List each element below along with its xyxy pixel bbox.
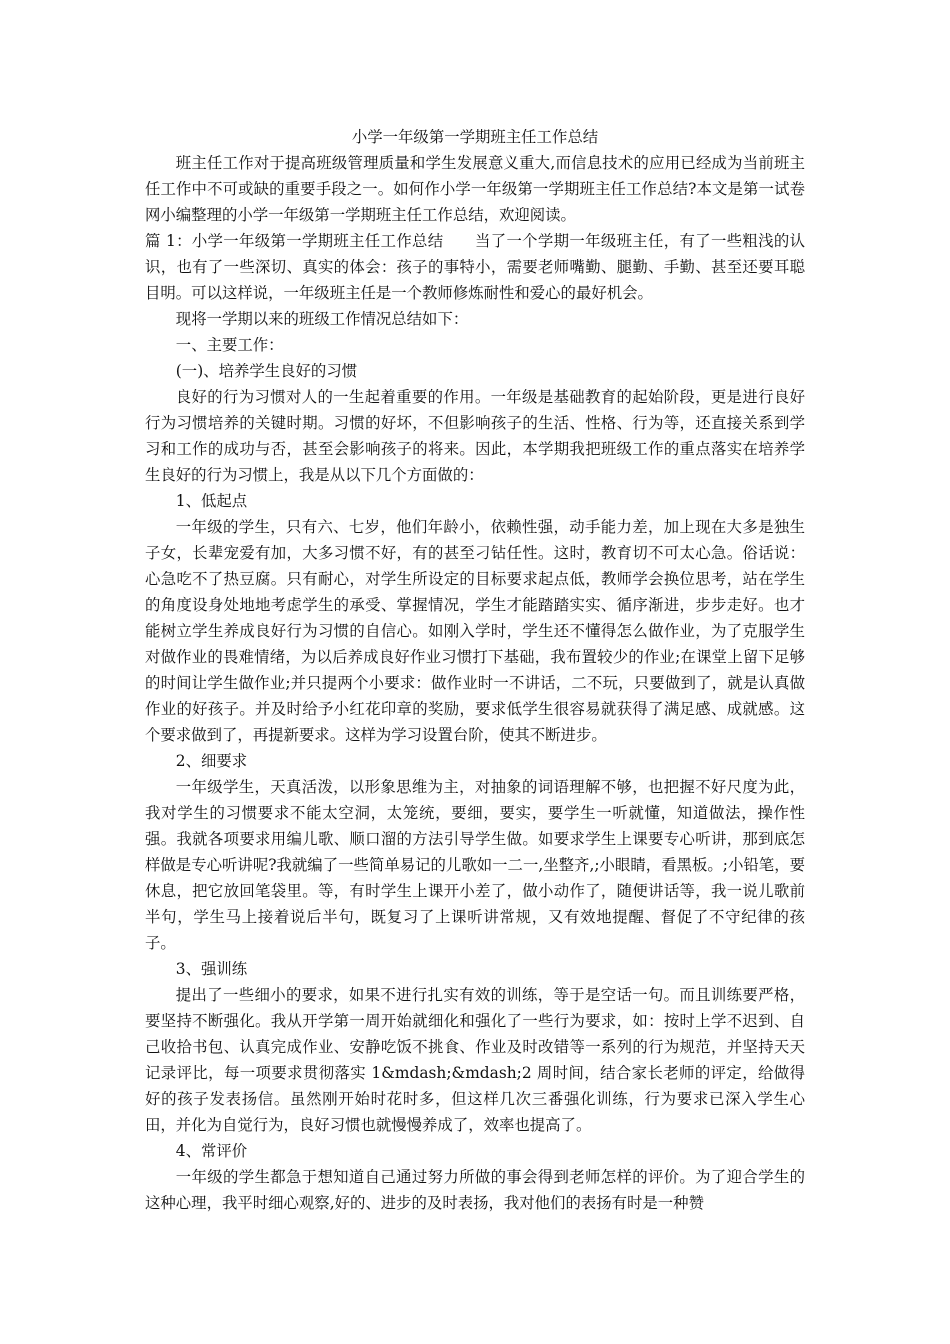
- paragraph: 一年级的学生，只有六、七岁，他们年龄小，依赖性强，动手能力差，加上现在大多是独生子女，长辈宠爱有加，大多习惯不好，有的甚至刁钻任性。这时，教育切不可太心急。俗话说：心急吃不了热豆腐。只有耐心，对学生所设定的目标要求起点低，教师学会换位思考，站在学生的角度设身处地地考虑学生的承受、掌握情况，学生才能踏踏实实、循序渐进，步步走好。也才能树立学生养成良好行为习惯的自信心。如刚入学时，学生还不懂得怎么做作业，为了克服学生对做作业的畏难情绪，为以后养成良好作业习惯打下基础，我布置较少的作业;在课堂上留下足够的时间让学生做作业;并只提两个小要求：做作业时一不讲话，二不玩，只要做到了，就是认真做作业的好孩子。并及时给予小红花印章的奖励，要求低学生很容易就获得了满足感、成就感。这个要求做到了，再提新要求。这样为学习设置台阶，使其不断进步。: [145, 518, 805, 744]
- paragraph: 1、低起点: [175, 492, 248, 510]
- paragraph: 提出了一些细小的要求，如果不进行扎实有效的训练，等于是空话一句。而且训练要严格，要坚持不断强化。我从开学第一周开始就细化和强化了一些行为要求，如：按时上学不迟到、自己收拾书包、认真完成作业、安静吃饭不挑食、作业及时改错等一系列的行为规范，并坚持天天记录评比，每一项要求贯彻落实 1&mdash;&mdash;2 周时间，结合家长老师的评定，给做得好的孩子发表扬信。虽然刚开始时花时多，但这样几次三番强化训练，行为要求已深入学生心田，并化为自觉行为，良好习惯也就慢慢养成了，效率也提高了。: [145, 986, 805, 1134]
- paragraph: (一)、培养学生良好的习惯: [175, 362, 358, 380]
- paragraph: 良好的行为习惯对人的一生起着重要的作用。一年级是基础教育的起始阶段，更是进行良好行为习惯培养的关键时期。习惯的好坏，不但影响孩子的生活、性格、行为等，还直接关系到学习和工作的成功与否，甚至会影响孩子的将来。因此，本学期我把班级工作的重点落实在培养学生良好的行为习惯上，我是从以下几个方面做的：: [145, 388, 805, 484]
- paragraph: 2、细要求: [175, 752, 248, 770]
- document-page: [145, 124, 805, 1216]
- paragraph: 篇 1：小学一年级第一学期班主任工作总结 当了一个学期一年级班主任，有了一些粗浅的认识，也有了一些深切、真实的体会：孩子的事特小，需要老师嘴勤、腿勤、手勤、甚至还要耳聪目明。可以这样说，一年级班主任是一个教师修炼耐性和爱心的最好机会。: [145, 232, 805, 302]
- paragraph: 现将一学期以来的班级工作情况总结如下：: [175, 310, 469, 328]
- paragraph: 班主任工作对于提高班级管理质量和学生发展意义重大,而信息技术的应用已经成为当前班主任工作中不可或缺的重要手段之一。如何作小学一年级第一学期班主任工作总结?本文是第一试卷网小编整理的小学一年级第一学期班主任工作总结，欢迎阅读。: [145, 154, 805, 224]
- paragraph: 一年级的学生都急于想知道自己通过努力所做的事会得到老师怎样的评价。为了迎合学生的这种心理，我平时细心观察,好的、进步的及时表扬，我对他们的表扬有时是一种赞: [145, 1168, 805, 1212]
- paragraph: 4、常评价: [175, 1142, 248, 1160]
- paragraph: 3、强训练: [175, 960, 248, 978]
- paragraph: 一年级学生，天真活泼，以形象思维为主，对抽象的词语理解不够，也把握不好尺度为此，我对学生的习惯要求不能太空洞，太笼统，要细，要实，要学生一听就懂，知道做法，操作性强。我就各项要求用编儿歌、顺口溜的方法引导学生做。如要求学生上课要专心听讲，那到底怎样做是专心听讲呢?我就编了一些简单易记的儿歌如一二一,坐整齐,;小眼睛，看黑板。;小铅笔，要休息，把它放回笔袋里。等，有时学生上课开小差了，做小动作了，随便讲话等，我一说儿歌前半句，学生马上接着说后半句，既复习了上课听讲常规，又有效地提醒、督促了不守纪律的孩子。: [145, 778, 805, 952]
- document-title: 小学一年级第一学期班主任工作总结: [351, 128, 599, 146]
- document-body: [145, 150, 805, 1216]
- paragraph: 一、主要工作：: [175, 336, 284, 354]
